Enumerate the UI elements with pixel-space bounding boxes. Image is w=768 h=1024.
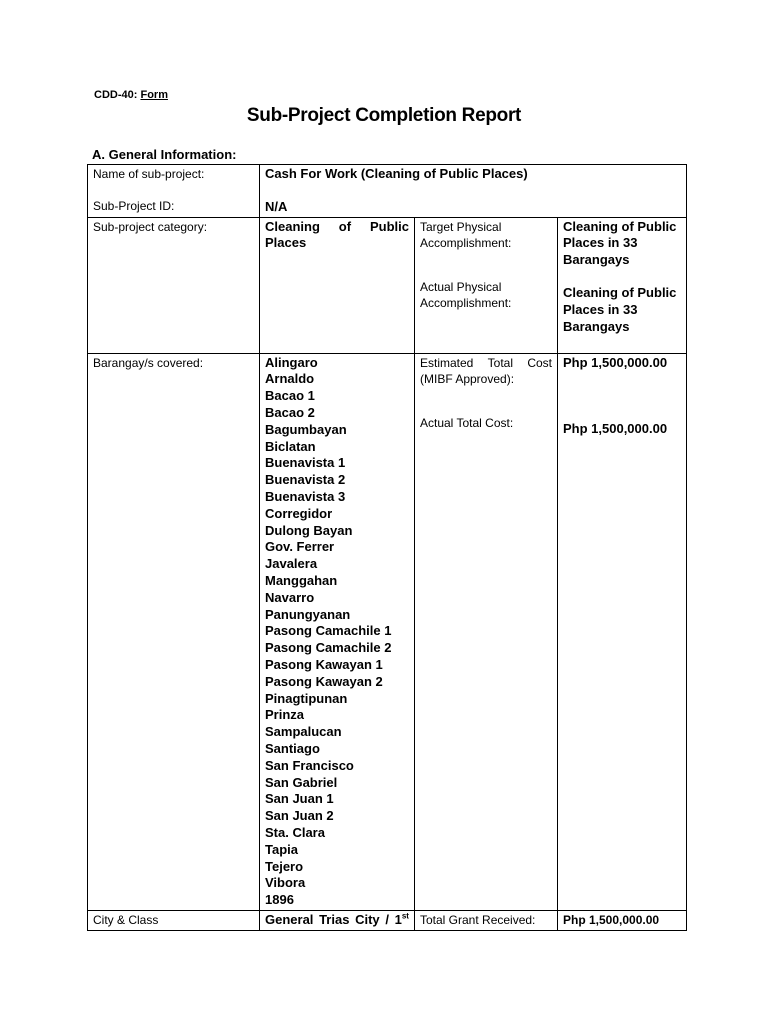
- list-item: Manggahan: [265, 572, 338, 588]
- list-item: Tejero: [265, 858, 304, 874]
- list-item: Gov. Ferrer: [265, 539, 335, 555]
- list-item: Bacao 1: [265, 388, 315, 404]
- category-word: Cleaning: [265, 218, 320, 234]
- form-code-text: CDD-40:: [94, 89, 138, 101]
- list-item: Sampalucan: [265, 724, 342, 740]
- list-item: Sta. Clara: [265, 824, 325, 840]
- list-item: Dulong Bayan: [265, 522, 353, 538]
- category-word: of: [338, 218, 352, 234]
- accomplishment-values: [558, 217, 687, 353]
- city-label: City & Class: [88, 910, 260, 930]
- list-item: Pasong Kawayan 1: [265, 656, 383, 672]
- list-item: Corregidor: [265, 505, 333, 521]
- list-item: Bacao 2: [265, 404, 315, 420]
- id-value: N/A: [265, 198, 288, 214]
- city-class-suffix: st: [401, 911, 409, 921]
- list-item: Santiago: [265, 740, 320, 756]
- form-code: [94, 89, 168, 101]
- list-item: Navarro: [265, 589, 315, 605]
- page-title: Sub-Project Completion Report: [246, 105, 522, 126]
- list-item: San Juan 2: [265, 808, 334, 824]
- list-item: Javalera: [265, 556, 318, 572]
- city-word: City: [355, 911, 380, 927]
- est-cost-value: Php 1,500,000.00: [563, 354, 668, 370]
- barangay-list: [260, 353, 415, 910]
- city-word: /: [385, 911, 389, 927]
- est-cost-word: Total: [487, 355, 514, 370]
- list-item: Bagumbayan: [265, 421, 347, 437]
- list-item: San Juan 1: [265, 791, 334, 807]
- list-item: Panungyanan: [265, 606, 351, 622]
- est-cost-word: Estimated: [420, 355, 474, 370]
- list-item: Pasong Kawayan 2: [265, 673, 383, 689]
- target-label: Accomplishment:: [420, 235, 512, 250]
- city-class: [395, 912, 409, 929]
- list-item: San Francisco: [265, 757, 354, 773]
- city-value: [260, 910, 415, 930]
- city-word: 1: [394, 911, 402, 927]
- id-label: Sub-Project ID:: [93, 199, 175, 213]
- list-item: Arnaldo: [265, 371, 315, 387]
- city-word: Trias: [319, 911, 350, 927]
- grant-label: Total Grant Received:: [415, 910, 558, 930]
- city-word: General: [265, 911, 314, 927]
- actual-cost-value: Php 1,500,000.00: [563, 421, 668, 437]
- list-item: Biclatan: [265, 438, 316, 454]
- actual-cost-label: Actual Total Cost:: [420, 415, 514, 430]
- list-item: Prinza: [265, 707, 305, 723]
- category-word: Public: [369, 218, 409, 234]
- table-row: [88, 165, 687, 218]
- actual-value: Barangays: [563, 318, 630, 334]
- accomplishment-labels: [415, 217, 558, 353]
- category-value: [260, 217, 415, 353]
- name-label: Name of sub-project:: [93, 167, 205, 181]
- section-heading: A. General Information:: [92, 147, 237, 162]
- list-item: Buenavista 3: [265, 488, 346, 504]
- target-value: Places in 33: [563, 235, 638, 251]
- actual-value: Cleaning of Public: [563, 284, 677, 300]
- category-label: Sub-project category:: [88, 217, 260, 353]
- grant-value: Php 1,500,000.00: [558, 910, 687, 930]
- name-and-id-values: [260, 165, 687, 218]
- name-value: Cash For Work (Cleaning of Public Places): [265, 166, 528, 181]
- list-item: Pasong Camachile 2: [265, 640, 392, 656]
- category-word: Places: [265, 235, 307, 251]
- table-row: [88, 353, 687, 910]
- list-item: San Gabriel: [265, 774, 338, 790]
- barangay-label: Barangay/s covered:: [88, 353, 260, 910]
- list-item: Buenavista 1: [265, 455, 346, 471]
- cost-values: [558, 353, 687, 910]
- name-and-id-labels: [88, 165, 260, 218]
- form-label: Form: [140, 89, 168, 101]
- target-value: Barangays: [563, 252, 630, 268]
- list-item: 1896: [265, 892, 294, 908]
- cost-labels: [415, 353, 558, 910]
- actual-label: Accomplishment:: [420, 295, 512, 310]
- est-cost-label: (MIBF Approved):: [420, 371, 515, 386]
- list-item: Alingaro: [265, 354, 318, 370]
- list-item: Vibora: [265, 875, 306, 891]
- list-item: Tapia: [265, 841, 298, 857]
- list-item: Buenavista 2: [265, 472, 346, 488]
- target-label: Target Physical: [420, 219, 502, 234]
- target-value: Cleaning of Public: [563, 218, 677, 234]
- est-cost-word: Cost: [527, 355, 552, 370]
- general-info-table: [87, 164, 687, 931]
- actual-label: Actual Physical: [420, 279, 502, 294]
- table-row: [88, 217, 687, 353]
- table-row: [88, 910, 687, 930]
- list-item: Pinagtipunan: [265, 690, 348, 706]
- actual-value: Places in 33: [563, 301, 638, 317]
- list-item: Pasong Camachile 1: [265, 623, 392, 639]
